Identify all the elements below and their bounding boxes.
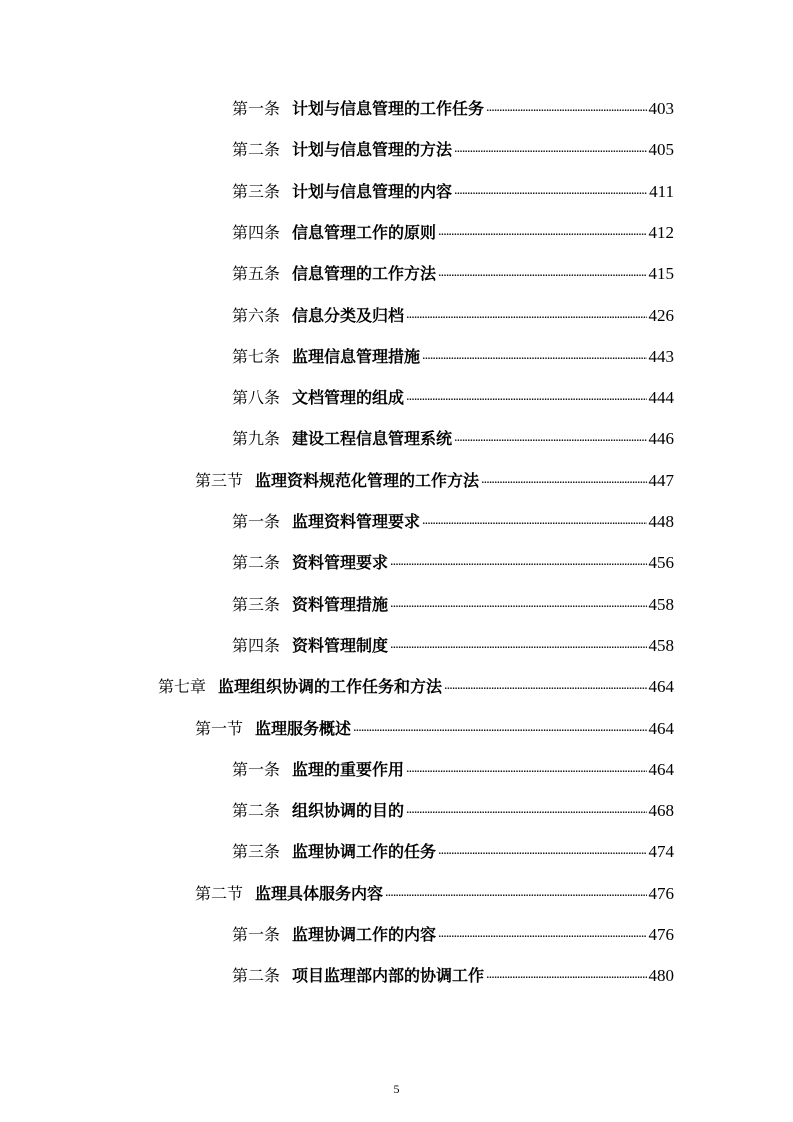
- toc-entry-label: 第七条: [232, 346, 281, 366]
- toc-entry-label: 第二节: [195, 883, 244, 903]
- dot-leader: [390, 636, 646, 654]
- toc-entry-page-number: 444: [648, 388, 674, 408]
- toc-entry-label: 第一节: [195, 718, 244, 738]
- toc-entry-label: 第二条: [232, 966, 281, 986]
- toc-entry-label: 第三条: [232, 181, 281, 201]
- toc-entry-label: 第六条: [232, 305, 281, 325]
- toc-entry-page-number: 446: [648, 429, 674, 449]
- dot-leader: [390, 553, 646, 571]
- toc-entry-title: 监理协调工作的内容: [292, 925, 437, 944]
- toc-entry-title: 计划与信息管理的内容: [292, 181, 453, 201]
- dot-leader: [438, 223, 646, 241]
- toc-entry-article[interactable]: [232, 924, 674, 946]
- dot-leader: [353, 719, 646, 737]
- toc-entry-title: 资料管理要求: [292, 553, 389, 573]
- toc-entry-article[interactable]: [232, 552, 674, 574]
- toc-entry-label: 第五条: [232, 264, 281, 284]
- toc-entry-article[interactable]: [232, 346, 674, 368]
- toc-entry-article[interactable]: [232, 841, 674, 863]
- toc-entry-page-number: 412: [648, 222, 674, 242]
- toc-entry-article[interactable]: [232, 181, 674, 203]
- toc-entry-title: 计划与信息管理的工作任务: [292, 99, 485, 118]
- toc-entry-section[interactable]: [195, 470, 674, 492]
- dot-leader: [486, 99, 646, 117]
- toc-entry-article[interactable]: [232, 800, 674, 822]
- dot-leader: [406, 801, 646, 819]
- toc-entry-article[interactable]: [232, 594, 674, 616]
- dot-leader: [390, 595, 646, 613]
- toc-entry-page-number: 464: [648, 677, 674, 697]
- dot-leader: [454, 140, 646, 158]
- toc-entry-title: 监理信息管理措施: [292, 346, 421, 366]
- page-number: 5: [393, 1082, 400, 1096]
- toc-entry-title: 资料管理措施: [292, 594, 389, 614]
- toc-entry-page-number: 448: [648, 512, 674, 531]
- dot-leader: [438, 264, 646, 282]
- toc-entry-label: 第三条: [232, 594, 281, 614]
- toc-entry-article[interactable]: [232, 759, 674, 781]
- toc-entry-section[interactable]: [195, 883, 674, 905]
- dot-leader: [385, 884, 646, 902]
- toc-entry-title: 信息管理的工作方法: [292, 264, 437, 284]
- toc-entry-title: 监理资料管理要求: [292, 512, 421, 531]
- toc-entry-title: 计划与信息管理的方法: [292, 140, 453, 160]
- toc-entry-article[interactable]: [232, 222, 674, 244]
- toc-entry-title: 监理资料规范化管理的工作方法: [255, 470, 480, 490]
- toc-entry-label: 第二条: [232, 553, 281, 573]
- dot-leader: [422, 512, 646, 530]
- toc-entry-page-number: 476: [648, 925, 674, 944]
- toc-entry-label: 第九条: [232, 429, 281, 449]
- toc-entry-chapter[interactable]: [158, 676, 674, 698]
- toc-entry-title: 监理服务概述: [255, 718, 352, 738]
- toc-entry-page-number: 447: [648, 470, 674, 490]
- toc-entry-title: 监理具体服务内容: [255, 883, 384, 903]
- toc-entry-page-number: 415: [648, 264, 674, 284]
- toc-entry-title: 信息管理工作的原则: [292, 222, 437, 242]
- toc-entry-page-number: 443: [648, 346, 674, 366]
- toc-entry-label: 第四条: [232, 222, 281, 242]
- toc-entry-page-number: 468: [648, 801, 674, 821]
- toc-entry-article[interactable]: [232, 387, 674, 409]
- toc-entry-article[interactable]: [232, 428, 674, 450]
- dot-leader: [406, 760, 646, 778]
- toc-entry-page-number: 480: [648, 966, 674, 986]
- toc-entry-label: 第三条: [232, 842, 281, 862]
- toc-entry-label: 第一条: [232, 99, 281, 118]
- toc-entry-label: 第八条: [232, 388, 281, 408]
- toc-entry-title: 组织协调的目的: [292, 801, 405, 821]
- toc-entry-article[interactable]: [232, 139, 674, 161]
- toc-entry-label: 第二条: [232, 801, 281, 821]
- toc-entry-title: 建设工程信息管理系统: [292, 429, 453, 449]
- dot-leader: [438, 842, 646, 860]
- toc-entry-article[interactable]: [232, 263, 674, 285]
- toc-entry-title: 监理的重要作用: [292, 759, 405, 779]
- toc-entry-page-number: 464: [648, 718, 674, 738]
- toc-entry-page-number: 458: [648, 594, 674, 614]
- toc-entry-page-number: 426: [648, 305, 674, 325]
- dot-leader: [438, 925, 646, 943]
- dot-leader: [444, 677, 646, 695]
- dot-leader: [406, 306, 646, 324]
- dot-leader: [406, 388, 646, 406]
- toc-entry-title: 文档管理的组成: [292, 388, 405, 408]
- toc-entry-section[interactable]: [195, 718, 674, 740]
- toc-entry-article[interactable]: [232, 511, 674, 533]
- toc-entry-article[interactable]: [232, 305, 674, 327]
- toc-entry-label: 第一条: [232, 759, 281, 779]
- toc-entry-title: 监理协调工作的任务: [292, 842, 437, 862]
- toc-entry-label: 第七章: [158, 677, 207, 697]
- toc-entry-article[interactable]: [232, 965, 674, 987]
- dot-leader: [454, 429, 646, 447]
- toc-entry-page-number: 405: [648, 140, 674, 160]
- toc-entry-article[interactable]: [232, 98, 674, 120]
- toc-entry-page-number: 458: [648, 635, 674, 655]
- toc-entry-label: 第二条: [232, 140, 281, 160]
- toc-entry-label: 第一条: [232, 925, 281, 944]
- toc-entry-title: 信息分类及归档: [292, 305, 405, 325]
- dot-leader: [481, 471, 646, 489]
- toc-entry-page-number: 456: [648, 553, 674, 573]
- dot-leader: [454, 182, 647, 200]
- toc-entry-page-number: 464: [648, 759, 674, 779]
- dot-leader: [422, 347, 646, 365]
- dot-leader: [486, 966, 646, 984]
- toc-entry-title: 监理组织协调的工作任务和方法: [218, 677, 443, 697]
- toc-entry-label: 第一条: [232, 512, 281, 531]
- toc-entry-page-number: 403: [648, 99, 674, 118]
- toc-entry-article[interactable]: [232, 635, 674, 657]
- toc-entry-label: 第四条: [232, 635, 281, 655]
- toc-entry-page-number: 411: [649, 181, 674, 201]
- toc-entry-page-number: 474: [648, 842, 674, 862]
- toc-entry-label: 第三节: [195, 470, 244, 490]
- toc-entry-page-number: 476: [648, 883, 674, 903]
- toc-entry-title: 资料管理制度: [292, 635, 389, 655]
- toc-entry-title: 项目监理部内部的协调工作: [292, 966, 485, 986]
